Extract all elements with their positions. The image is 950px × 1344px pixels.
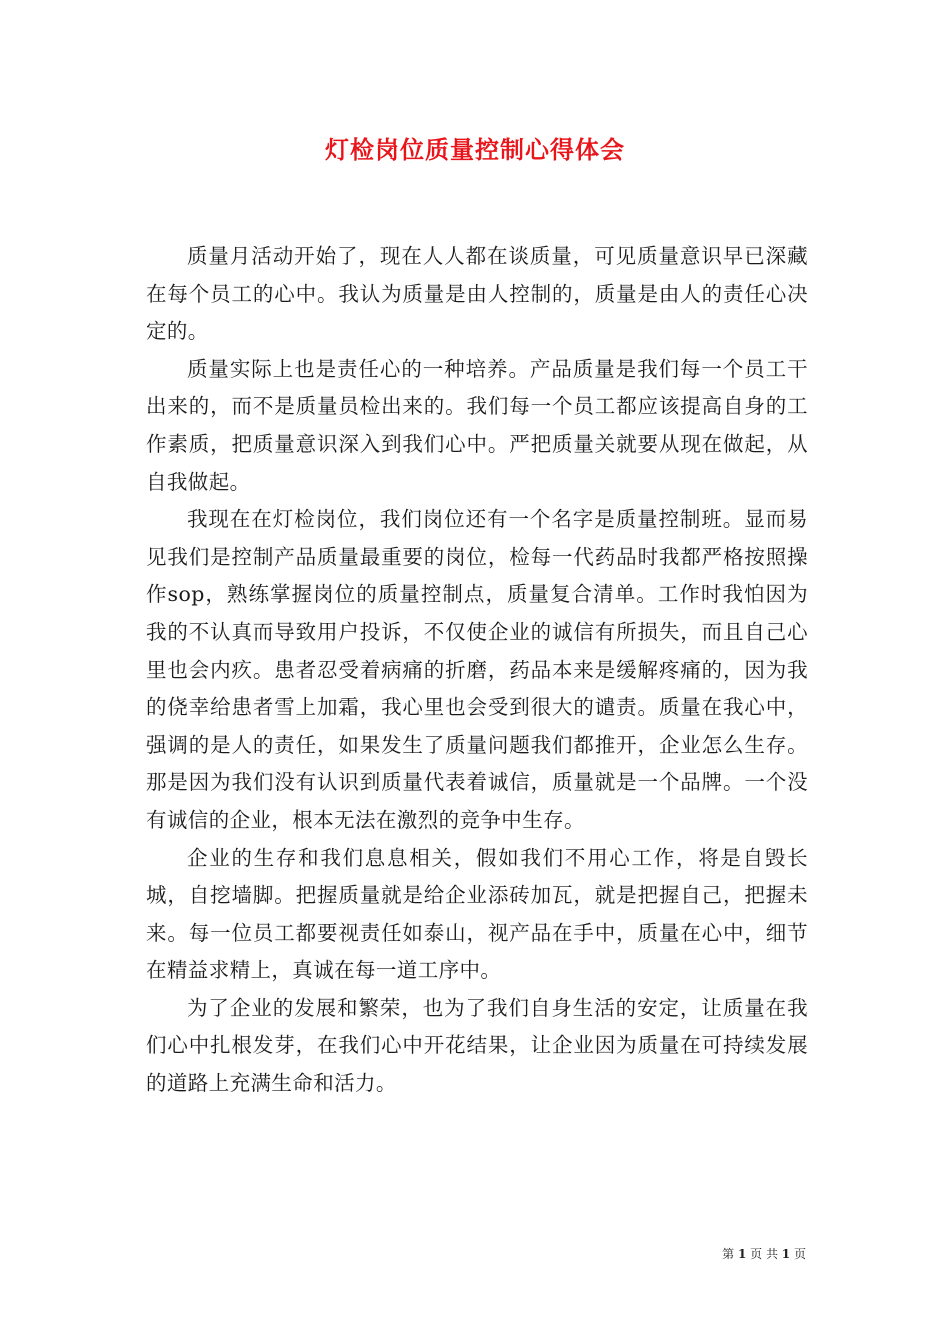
footer-suffix: 页 — [793, 1247, 806, 1261]
paragraph-4: 企业的生存和我们息息相关，假如我们不用心工作，将是自毁长城，自挖墙脚。把握质量就是给企业添砖加瓦，就是把握自己，把握未来。每一位员工都要视责任如泰山，视产品在手中，质量在心中，细节在精益求精上，真诚在每一道工序中。 — [146, 845, 808, 983]
footer-middle: 页 共 — [750, 1247, 778, 1261]
footer-current-page: 1 — [737, 1247, 747, 1261]
paragraph-3: 我现在在灯检岗位，我们岗位还有一个名字是质量控制班。显而易见我们是控制产品质量最重要的岗位，检每一代药品时我都严格按照操作sop，熟练掌握岗位的质量控制点，质量复合清单。工作时我怕因为我的不认真而导致用户投诉，不仅使企业的诚信有所损失，而且自己心里也会内疚。患者忍受着病痛的折磨，药品本来是缓解疼痛的，因为我的侥幸给患者雪上加霜，我心里也会受到很大的谴责。质量在我心中，强调的是人的责任，如果发生了质量问题我们都推开，企业怎么生存。那是因为我们没有认识到质量代表着诚信，质量就是一个品牌。一个没有诚信的企业，根本无法在激烈的竞争中生存。 — [146, 507, 808, 832]
page-number-footer — [722, 1246, 806, 1262]
footer-prefix: 第 — [722, 1247, 735, 1261]
footer-total-pages: 1 — [781, 1247, 791, 1261]
document-title: 灯检岗位质量控制心得体会 — [325, 135, 625, 164]
paragraph-1: 质量月活动开始了，现在人人都在谈质量，可见质量意识早已深藏在每个员工的心中。我认为质量是由人控制的，质量是由人的责任心决定的。 — [146, 244, 808, 344]
paragraph-5: 为了企业的发展和繁荣，也为了我们自身生活的安定，让质量在我们心中扎根发芽，在我们心中开花结果，让企业因为质量在可持续发展的道路上充满生命和活力。 — [146, 995, 808, 1096]
paragraph-2: 质量实际上也是责任心的一种培养。产品质量是我们每一个员工干出来的，而不是质量员检出来的。我们每一个员工都应该提高自身的工作素质，把质量意识深入到我们心中。严把质量关就要从现在做起，从自我做起。 — [146, 356, 808, 494]
document-body — [146, 238, 808, 1103]
